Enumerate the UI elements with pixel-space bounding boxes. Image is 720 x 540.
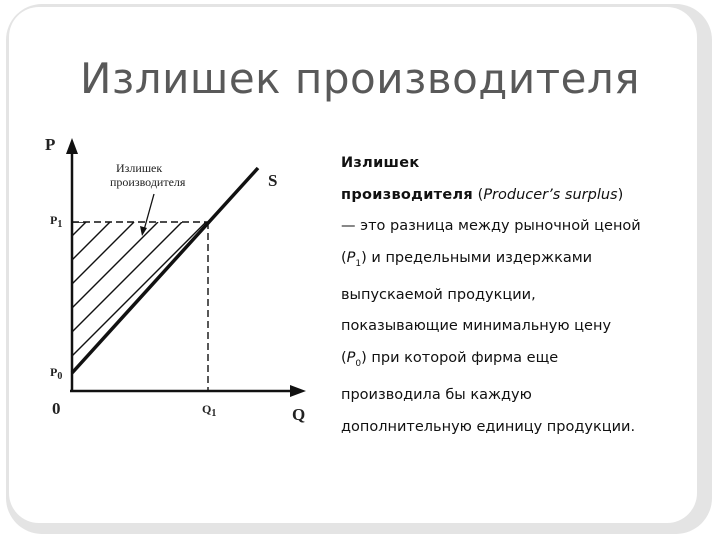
x-axis-arrow <box>290 385 306 397</box>
y-axis-arrow <box>66 138 78 154</box>
definition-p0: P <box>346 349 356 366</box>
surplus-area-hatching <box>72 222 278 428</box>
axis-x-label: Q <box>292 405 306 424</box>
origin-label: 0 <box>52 399 61 418</box>
annotation-label-line1: Излишек <box>116 161 163 175</box>
definition-term-line2: производителя <box>341 186 474 203</box>
producer-surplus-diagram <box>30 130 330 430</box>
supply-label: S <box>268 171 278 190</box>
definition-p1-sub: 1 <box>355 258 362 269</box>
definition-term-line1: Излишек <box>341 155 420 171</box>
definition-body-3: ) при которой фирма еще производила бы каждую дополнительную единицу продукции. <box>341 349 636 435</box>
definition-open-paren: ( <box>473 186 484 203</box>
annotation-label-line2: производителя <box>110 175 186 189</box>
definition-p0-sub: 0 <box>355 358 362 369</box>
definition-text <box>341 148 641 443</box>
annotation-pointer <box>144 194 154 230</box>
slide-title: Излишек производителя <box>80 54 641 103</box>
axis-y-label: P <box>45 135 56 154</box>
definition-p1: P <box>346 249 356 266</box>
definition-body-2: ) и предельными издержками выпускаемой продукции, показывающие минимальную цену ( <box>341 249 612 366</box>
definition-body-1: ) — это разница между рыночной ценой ( <box>341 186 641 266</box>
supply-curve <box>72 168 258 373</box>
definition-term-english: Producer’s surplus <box>483 186 618 203</box>
q1-label: $Q_1$ <box>202 402 217 419</box>
p1-label: $P_1$ <box>50 213 63 230</box>
p0-label: $P_0$ <box>50 365 63 382</box>
